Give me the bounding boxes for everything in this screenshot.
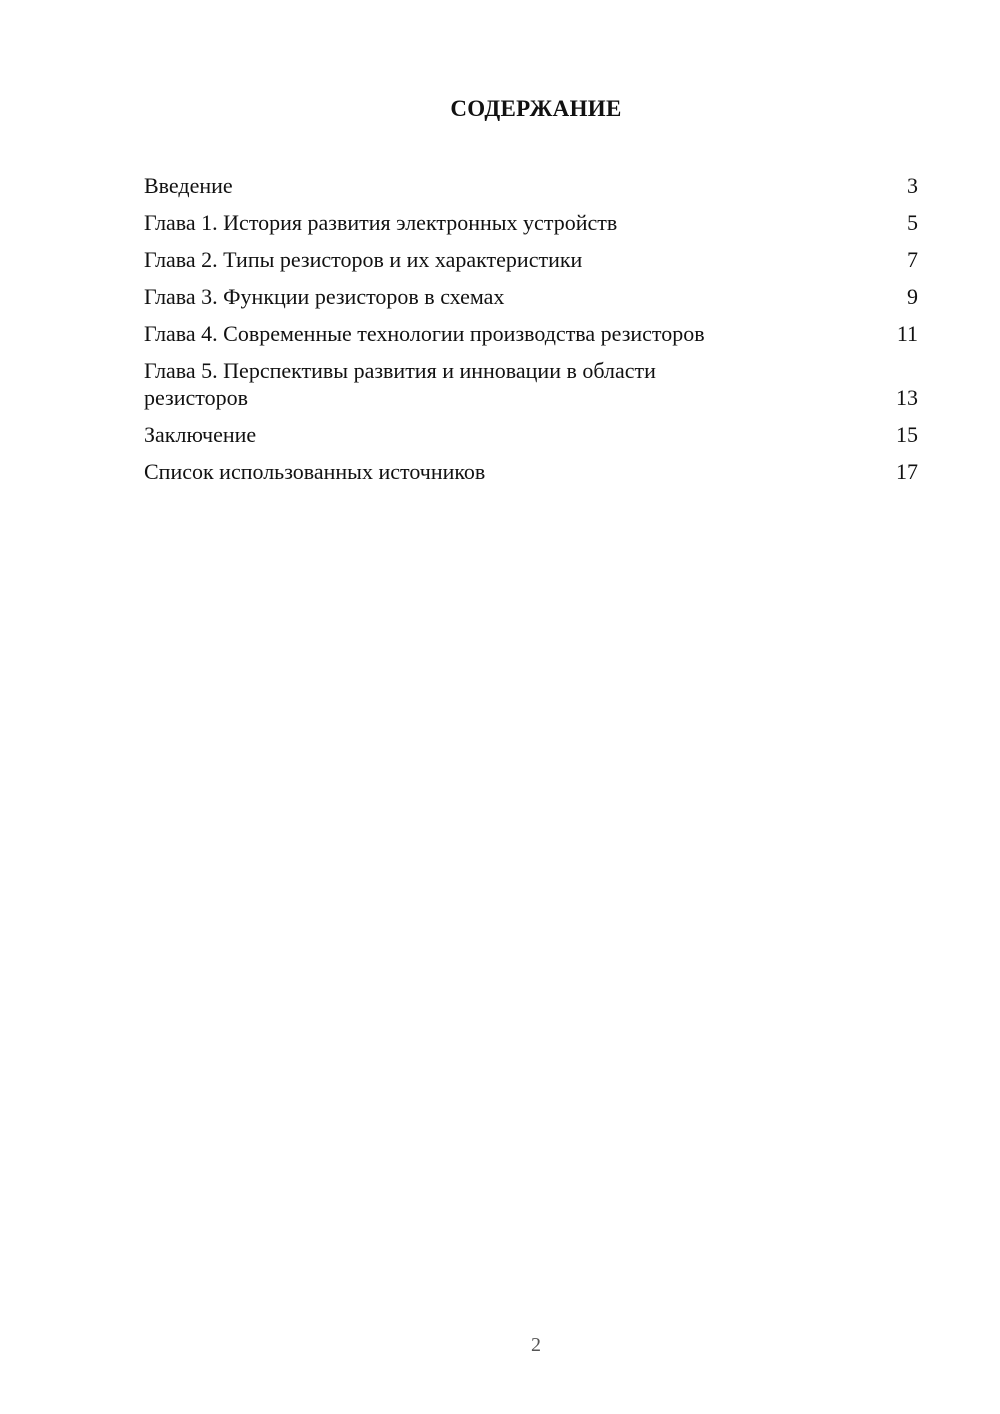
toc-entry-text: Глава 5. Перспективы развития и инновации в области резисторов <box>144 358 656 410</box>
toc-entry-text: Глава 4. Современные технологии производства резисторов <box>144 321 705 346</box>
toc-entry-references <box>144 456 918 493</box>
toc-entry-text: Глава 1. История развития электронных устройств <box>144 210 618 235</box>
toc-entry-page: 9 <box>907 284 918 309</box>
toc-entry-chapter-1 <box>144 207 918 244</box>
page-number: 2 <box>531 1334 541 1356</box>
toc-entry-text: Введение <box>144 173 233 198</box>
toc-entry-page: 17 <box>896 459 918 484</box>
toc-entry-text: Заключение <box>144 422 257 447</box>
toc-title: СОДЕРЖАНИЕ <box>450 96 622 121</box>
toc-entry-page: 7 <box>907 247 918 272</box>
toc-entry-chapter-2 <box>144 244 918 281</box>
toc-entry-conclusion <box>144 419 918 456</box>
toc-entry-page: 13 <box>896 385 918 410</box>
toc-entry-page: 15 <box>896 422 918 447</box>
toc-entry-introduction <box>144 170 918 207</box>
toc-entry-page: 5 <box>907 210 918 235</box>
toc-entry-chapter-5 <box>144 355 918 419</box>
toc-entry-page: 3 <box>907 173 918 198</box>
toc-entry-text: Глава 2. Типы резисторов и их характеристики <box>144 247 583 272</box>
toc-list <box>144 170 918 493</box>
toc-entry-page: 11 <box>896 321 918 346</box>
toc-entry-text: Глава 3. Функции резисторов в схемах <box>144 284 505 309</box>
toc-entry-chapter-3 <box>144 281 918 318</box>
toc-entry-chapter-4 <box>144 318 918 355</box>
toc-entry-text: Список использованных источников <box>144 459 486 484</box>
